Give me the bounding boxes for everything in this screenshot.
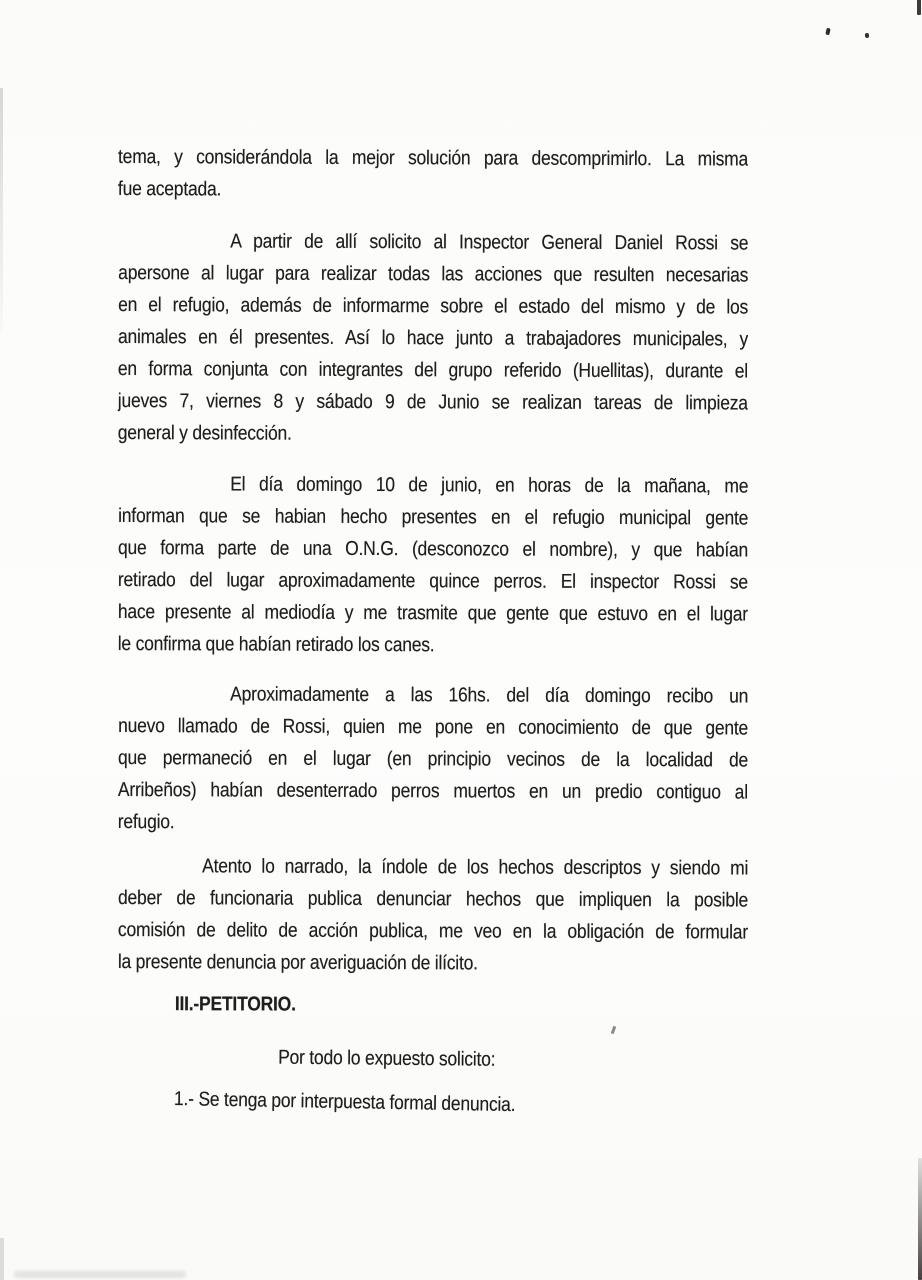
text-line: refugio. — [117, 810, 175, 834]
scan-edge-artifact — [917, 0, 921, 15]
text-line: Por todo lo expuesto solicito: — [278, 1046, 496, 1071]
text-line: que permaneció en el lugar (en principio vecinos de la localidad de — [117, 747, 749, 772]
paragraph-p3 — [118, 468, 749, 663]
text-line: la presente denuncia por averiguación de ilícito. — [117, 950, 478, 975]
scan-edge-shadow — [918, 1158, 922, 1280]
paragraph-petitorio-heading — [118, 988, 748, 1022]
text-line: III.-PETITORIO. — [174, 993, 296, 1016]
paragraph-p1 — [118, 141, 748, 208]
text-line: 1.- Se tenga por interpuesta formal denuncia. — [173, 1088, 516, 1117]
text-line: Arribeños) habían desenterrado perros muertos en un predio contiguo al — [117, 778, 748, 804]
ink-speck-icon — [825, 28, 830, 36]
scan-smudge — [0, 88, 3, 333]
text-line: Atento lo narrado, la índole de los hechos descriptos y siendo mi — [202, 855, 749, 880]
text-line: deber de funcionaria publica denunciar hechos que impliquen la posible — [118, 887, 749, 912]
text-line: apersone al lugar para realizar todas las acciones que resulten necesarias — [118, 262, 749, 287]
text-line: en forma conjunta con integrantes del grupo referido (Huellitas), durante el — [117, 357, 748, 383]
text-line: que forma parte de una O.N.G. (desconozco el nombre), y que habían — [118, 537, 749, 562]
paragraph-p2 — [118, 225, 749, 452]
text-line: Aproximadamente a las 16hs. del día domingo recibo un — [230, 683, 749, 708]
text-line: general y desinfección. — [117, 421, 292, 445]
text-line: le confirma que habían retirado los canes. — [117, 632, 435, 657]
text-line: nuevo llamado de Rossi, quien me pone en conocimiento de que gente — [118, 715, 749, 740]
text-line: informan que se habian hecho presentes en el refugio municipal gente — [118, 505, 749, 530]
text-line: retirado del lugar aproximadamente quince perros. El inspector Rossi se — [117, 569, 748, 594]
paragraph-p6 — [118, 1040, 748, 1078]
scan-streak — [14, 1271, 186, 1278]
paragraph-p4 — [118, 678, 748, 841]
ink-speck-icon — [865, 33, 870, 39]
paragraph-p7 — [118, 1082, 748, 1125]
text-line: animales en él presentes. Así lo hace junto a trabajadores municipales, y — [117, 326, 749, 351]
paragraph-p5 — [118, 850, 748, 981]
text-line: jueves 7, viernes 8 y sábado 9 de Junio se realizan tareas de limpieza — [117, 389, 748, 415]
text-line: A partir de allí solicito al Inspector General Daniel Rossi se — [230, 230, 749, 255]
text-line: fue aceptada. — [117, 177, 222, 201]
scan-smudge — [0, 1238, 4, 1280]
text-line: El día domingo 10 de junio, en horas de la mañana, me — [230, 473, 749, 498]
text-line: hace presente al mediodía y me trasmite que gente que estuvo en el lugar — [117, 600, 748, 626]
text-line: en el refugio, además de informarme sobre el estado del mismo y de los — [118, 294, 749, 319]
text-line: comisión de delito de acción publica, me veo en la obligación de formular — [117, 919, 748, 944]
document-body — [117, 141, 749, 1117]
text-line: tema, y considerándola la mejor solución para descomprimirlo. La misma — [118, 146, 749, 171]
